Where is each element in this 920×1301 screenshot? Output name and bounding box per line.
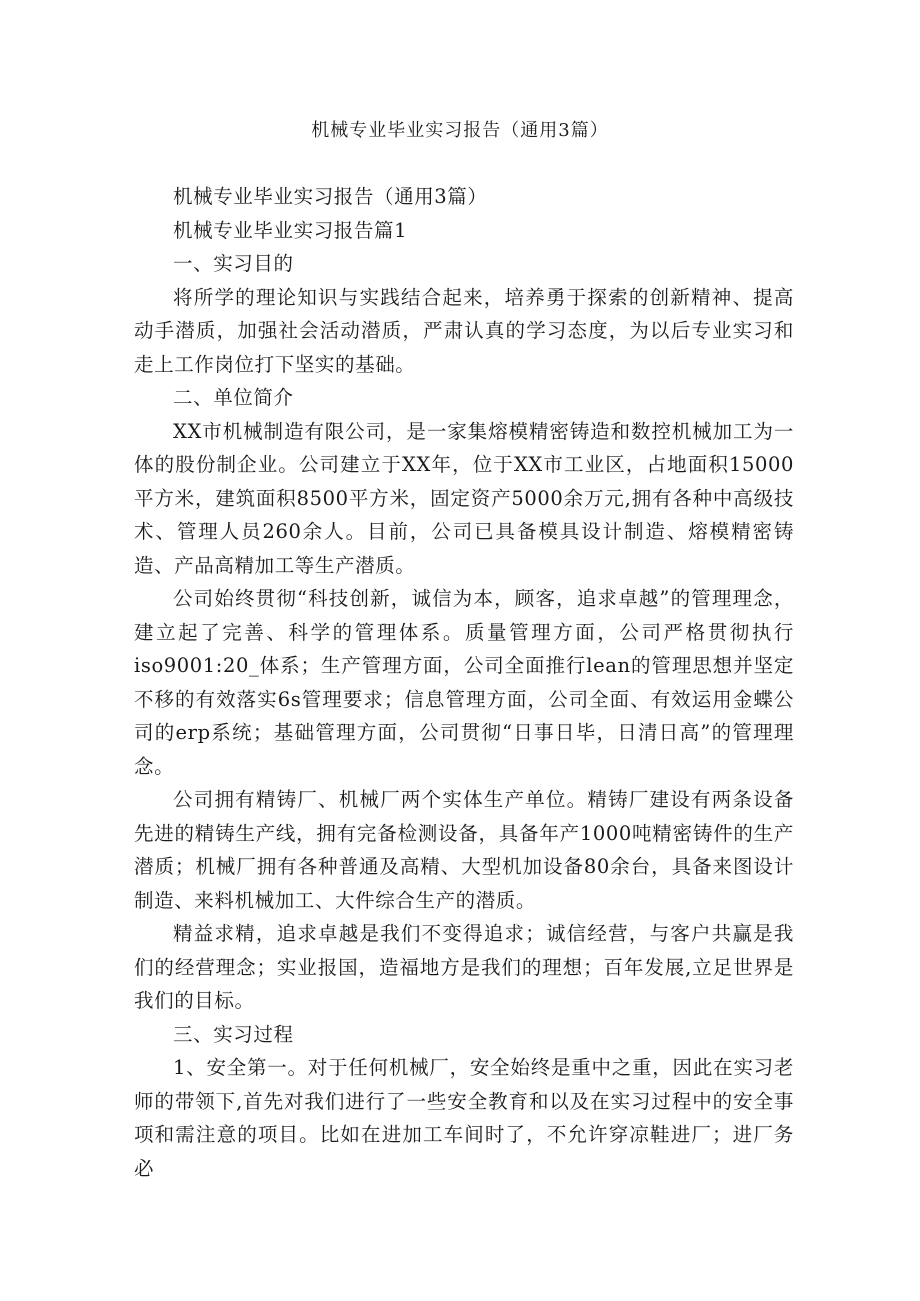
paragraph-purpose: 将所学的理论知识与实践结合起来，培养勇于探索的创新精神、提高动手潜质，加强社会活动潜质，严肃认真的学习态度，为以后专业实习和走上工作岗位打下坚实的基础。 bbox=[134, 285, 794, 376]
section-heading-purpose: 一、实习目的 bbox=[173, 252, 294, 275]
paragraph-safety: 1、安全第一。对于任何机械厂，安全始终是重中之重，因此在实习老师的带领下,首先对我们进行了一些安全教育和以及在实习过程中的安全事项和需注意的项目。比如在进加工车间时了，不允许穿凉鞋进厂；进厂务必 bbox=[134, 1056, 794, 1180]
section-heading-process: 三、实习过程 bbox=[173, 1022, 294, 1046]
document-body bbox=[134, 180, 794, 1185]
paragraph-company-intro: XX市机械制造有限公司，是一家集熔模精密铸造和数控机械加工为一体的股份制企业。公司建立于XX年，位于XX市工业区，占地面积15000平方米，建筑面积8500平方米，固定资产5000余万元,拥有各种中高级技术、管理人员260余人。目前，公司已具备模具设计制造、熔模精密铸造、产品高精加工等生产潜质。 bbox=[134, 419, 794, 577]
document-title: 机械专业毕业实习报告（通用3篇） bbox=[311, 120, 609, 141]
paragraph-heading-main: 机械专业毕业实习报告（通用3篇） bbox=[173, 185, 488, 208]
paragraph-production-units: 公司拥有精铸厂、机械厂两个实体生产单位。精铸厂建设有两条设备先进的精铸生产线，拥有完备检测设备，具备年产1000吨精密铸件的生产潜质；机械厂拥有各种普通及高精、大型机加设备80余台，具备来图设计制造、来料机械加工、大件综合生产的潜质。 bbox=[134, 788, 794, 912]
paragraph-heading-part1: 机械专业毕业实习报告篇1 bbox=[173, 218, 408, 242]
paragraph-management: 公司始终贯彻“科技创新，诚信为本，顾客，追求卓越”的管理理念，建立起了完善、科学的管理体系。质量管理方面，公司严格贯彻执行iso9001:20_体系；生产管理方面，公司全面推行lean的管理思想并坚定不移的有效落实6s管理要求；信息管理方面，公司全面、有效运用金蝶公司的erp系统；基础管理方面，公司贯彻“日事日毕，日清日高”的管理理念。 bbox=[134, 587, 794, 778]
section-heading-company: 二、单位简介 bbox=[173, 386, 294, 409]
paragraph-philosophy: 精益求精，追求卓越是我们不变得追求；诚信经营，与客户共赢是我们的经营理念；实业报国，造福地方是我们的理想；百年发展,立足世界是我们的目标。 bbox=[134, 922, 794, 1012]
